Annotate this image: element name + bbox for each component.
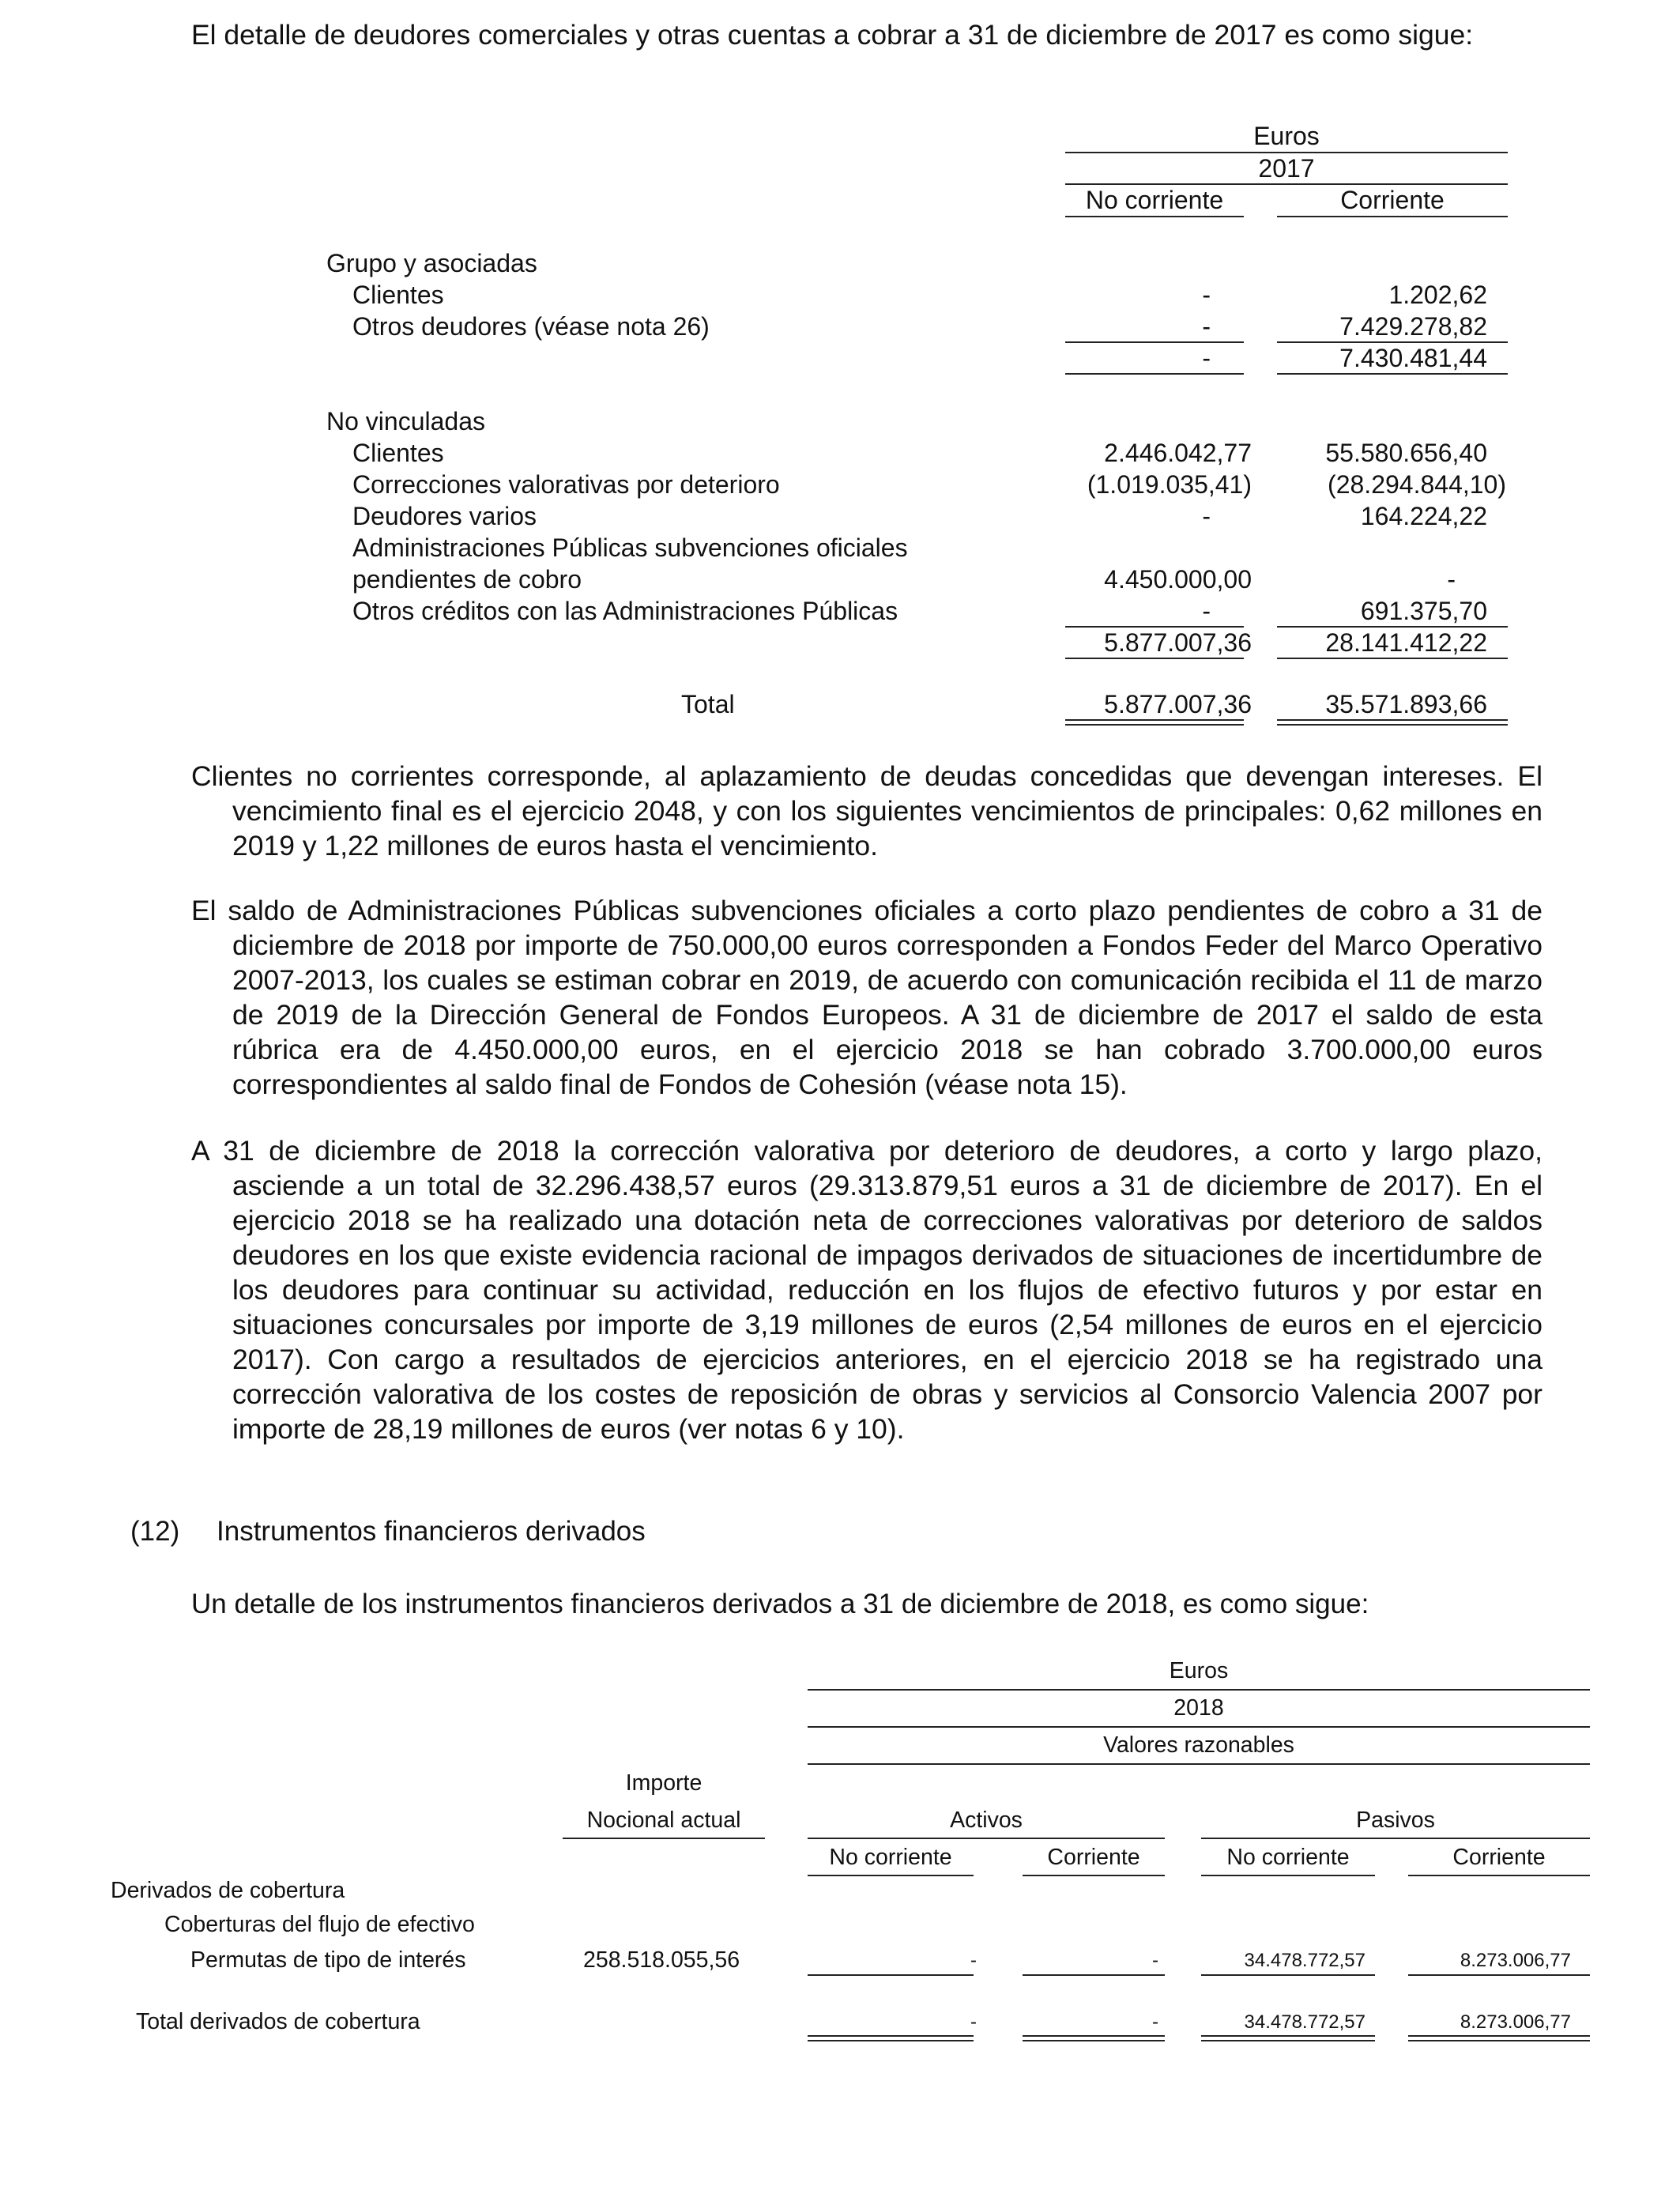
double-rule [1408, 2035, 1590, 2041]
subtotal-cell: 5.877.007,36 [1104, 628, 1252, 657]
rule [1408, 1974, 1590, 1976]
rule [1201, 1974, 1375, 1976]
t2-col-a-c: Corriente [1047, 1845, 1140, 1870]
t2-pasivos: Pasivos [1356, 1808, 1435, 1833]
subtotal-cell: 7.430.481,44 [1339, 344, 1487, 372]
table-cell: - [1202, 502, 1211, 530]
t2-col-p-c: Corriente [1452, 1845, 1546, 1870]
table-row-label: Administraciones Públicas subvenciones oficiales [352, 533, 908, 562]
t1-unit: Euros [1253, 122, 1320, 150]
double-rule [808, 2035, 974, 2041]
table-cell: 55.580.656,40 [1325, 439, 1487, 467]
t2-rule [808, 1726, 1590, 1728]
table-cell: 1.202,62 [1388, 281, 1487, 309]
rule [1065, 373, 1244, 375]
intro2-paragraph: Un detalle de los instrumentos financieros derivados a 31 de diciembre de 2018, es como sigue: [191, 1589, 1369, 1619]
double-rule [1277, 719, 1508, 726]
paragraph: Clientes no corrientes corresponde, al aplazamiento de deudas concedidas que devengan intereses. El vencimiento final es el ejercicio 2048, y con los siguientes vencimientos de principales: 0,62 millones en 2019 y 1,22 millones de euros hasta el vencimiento. [191, 760, 1543, 861]
total-cell: 5.877.007,36 [1104, 690, 1252, 718]
t2-rule [1201, 1875, 1375, 1876]
section-title: Instrumentos financieros derivados [217, 1516, 646, 1547]
t2-rule [1023, 1875, 1165, 1876]
table-cell: - [970, 1950, 977, 1971]
t2-row-importe: 258.518.055,56 [583, 1947, 740, 1973]
double-rule [1065, 719, 1244, 726]
table-cell: 8.273.006,77 [1460, 1950, 1571, 1971]
t2-importe-l1: Importe [625, 1770, 703, 1796]
total-cell: - [1152, 2011, 1158, 2033]
subtotal-cell: - [1202, 344, 1211, 372]
table-cell: (1.019.035,41) [1087, 470, 1252, 499]
table-cell: - [1447, 565, 1456, 594]
table-row-label: Correcciones valorativas por deterioro [352, 470, 780, 499]
t2-row-sub: Coberturas del flujo de efectivo [164, 1912, 475, 1937]
t2-row-heading: Derivados de cobertura [111, 1878, 345, 1903]
t1-col-corriente: Corriente [1340, 186, 1445, 214]
table-row-label: Otros créditos con las Administraciones Públicas [352, 597, 898, 625]
t2-unit: Euros [1169, 1658, 1229, 1683]
t2-importe-l2: Nocional actual [586, 1808, 741, 1833]
rule [808, 1974, 974, 1976]
total-cell: - [970, 2011, 977, 2033]
table-row-label: Deudores varios [352, 502, 537, 530]
section-number: (12) [130, 1516, 180, 1547]
t2-activos: Activos [950, 1808, 1023, 1833]
t1-total-label: Total [681, 690, 735, 718]
table-row-label: Clientes [352, 439, 444, 467]
t2-rule [1201, 1838, 1590, 1839]
rule [1277, 658, 1508, 659]
t1-year: 2017 [1258, 154, 1315, 183]
table-row-label: Clientes [352, 281, 444, 309]
double-rule [1023, 2035, 1165, 2041]
t2-col-p-nc: No corriente [1226, 1845, 1350, 1870]
subtotal-cell: 28.141.412,22 [1325, 628, 1487, 657]
table-cell: (28.294.844,10) [1328, 470, 1506, 499]
t2-rule [1408, 1875, 1590, 1876]
t1-grupo-heading: Grupo y asociadas [326, 249, 537, 277]
rule [1065, 658, 1244, 659]
paragraph: El saldo de Administraciones Públicas subvenciones oficiales a corto plazo pendientes de cobro a 31 de diciembre de 2018 por importe de 750.000,00 euros corresponden a Fondos Feder del Marco Operativo 2007-2013, los cuales se estiman cobrar en 2019, de acuerdo con comunicación recibida el 11 de marzo de 2019 de la Dirección General de Fondos Europeos. A 31 de diciembre de 2017 el saldo de esta rúbrica era de 4.450.000,00 euros, en el ejercicio 2018 se han cobrado 3.700.000,00 euros correspondientes al saldo final de Fondos de Cohesión (véase nota 15). [191, 895, 1543, 1100]
table-cell: 164.224,22 [1360, 502, 1487, 530]
t2-rule [808, 1689, 1590, 1691]
t2-row-label: Permutas de tipo de interés [190, 1947, 466, 1973]
table-cell: 7.429.278,82 [1339, 312, 1487, 341]
total-cell: 34.478.772,57 [1244, 2011, 1365, 2033]
t1-col-rule-nc [1065, 216, 1244, 217]
t2-rule [808, 1875, 974, 1876]
table-cell: 4.450.000,00 [1104, 565, 1252, 594]
table-cell: - [1152, 1950, 1158, 1971]
table-row-label: pendientes de cobro [352, 565, 582, 594]
double-rule [1201, 2035, 1375, 2041]
rule [1023, 1974, 1165, 1976]
rule [1277, 373, 1508, 375]
t2-rule [808, 1763, 1590, 1765]
total-cell: 35.571.893,66 [1325, 690, 1487, 718]
t2-rule [563, 1838, 765, 1839]
t2-col-a-nc: No corriente [829, 1845, 952, 1870]
t2-year: 2018 [1173, 1695, 1224, 1721]
t1-nv-heading: No vinculadas [326, 407, 485, 435]
table-cell: - [1202, 312, 1211, 341]
total-cell: 8.273.006,77 [1460, 2011, 1571, 2033]
intro-paragraph: El detalle de deudores comerciales y otras cuentas a cobrar a 31 de diciembre de 2017 es como sigue: [191, 19, 1474, 51]
t1-col-no-corriente: No corriente [1085, 186, 1224, 214]
paragraph: A 31 de diciembre de 2018 la corrección valorativa por deterioro de deudores, a corto y largo plazo, asciende a un total de 32.296.438,57 euros (29.313.879,51 euros a 31 de diciembre de 2017). En el ejercicio 2018 se ha realizado una dotación neta de correcciones valorativas por deterioro de saldos deudores en los que existe evidencia racional de impagos derivados de situaciones de incertidumbre de los deudores para continuar su actividad, reducción en los flujos de efectivo futuros y por estar en situaciones concursales por importe de 3,19 millones de euros (2,54 millones de euros en el ejercicio 2017). Con cargo a resultados de ejercicios anteriores, en el ejercicio 2018 se ha registrado una corrección valorativa de los costes de reposición de obras y servicios al Consorcio Valencia 2007 por importe de 28,19 millones de euros (ver notas 6 y 10). [191, 1135, 1543, 1445]
table-cell: - [1202, 281, 1211, 309]
t2-total-label: Total derivados de cobertura [136, 2009, 420, 2034]
table-cell: - [1202, 597, 1211, 625]
table-cell: 691.375,70 [1360, 597, 1487, 625]
table-row-label: Otros deudores (véase nota 26) [352, 312, 710, 341]
table-cell: 34.478.772,57 [1244, 1950, 1365, 1971]
t1-col-rule-c [1277, 216, 1508, 217]
table-cell: 2.446.042,77 [1104, 439, 1252, 467]
t2-valores: Valores razonables [1103, 1732, 1294, 1758]
t2-rule [808, 1838, 1165, 1839]
